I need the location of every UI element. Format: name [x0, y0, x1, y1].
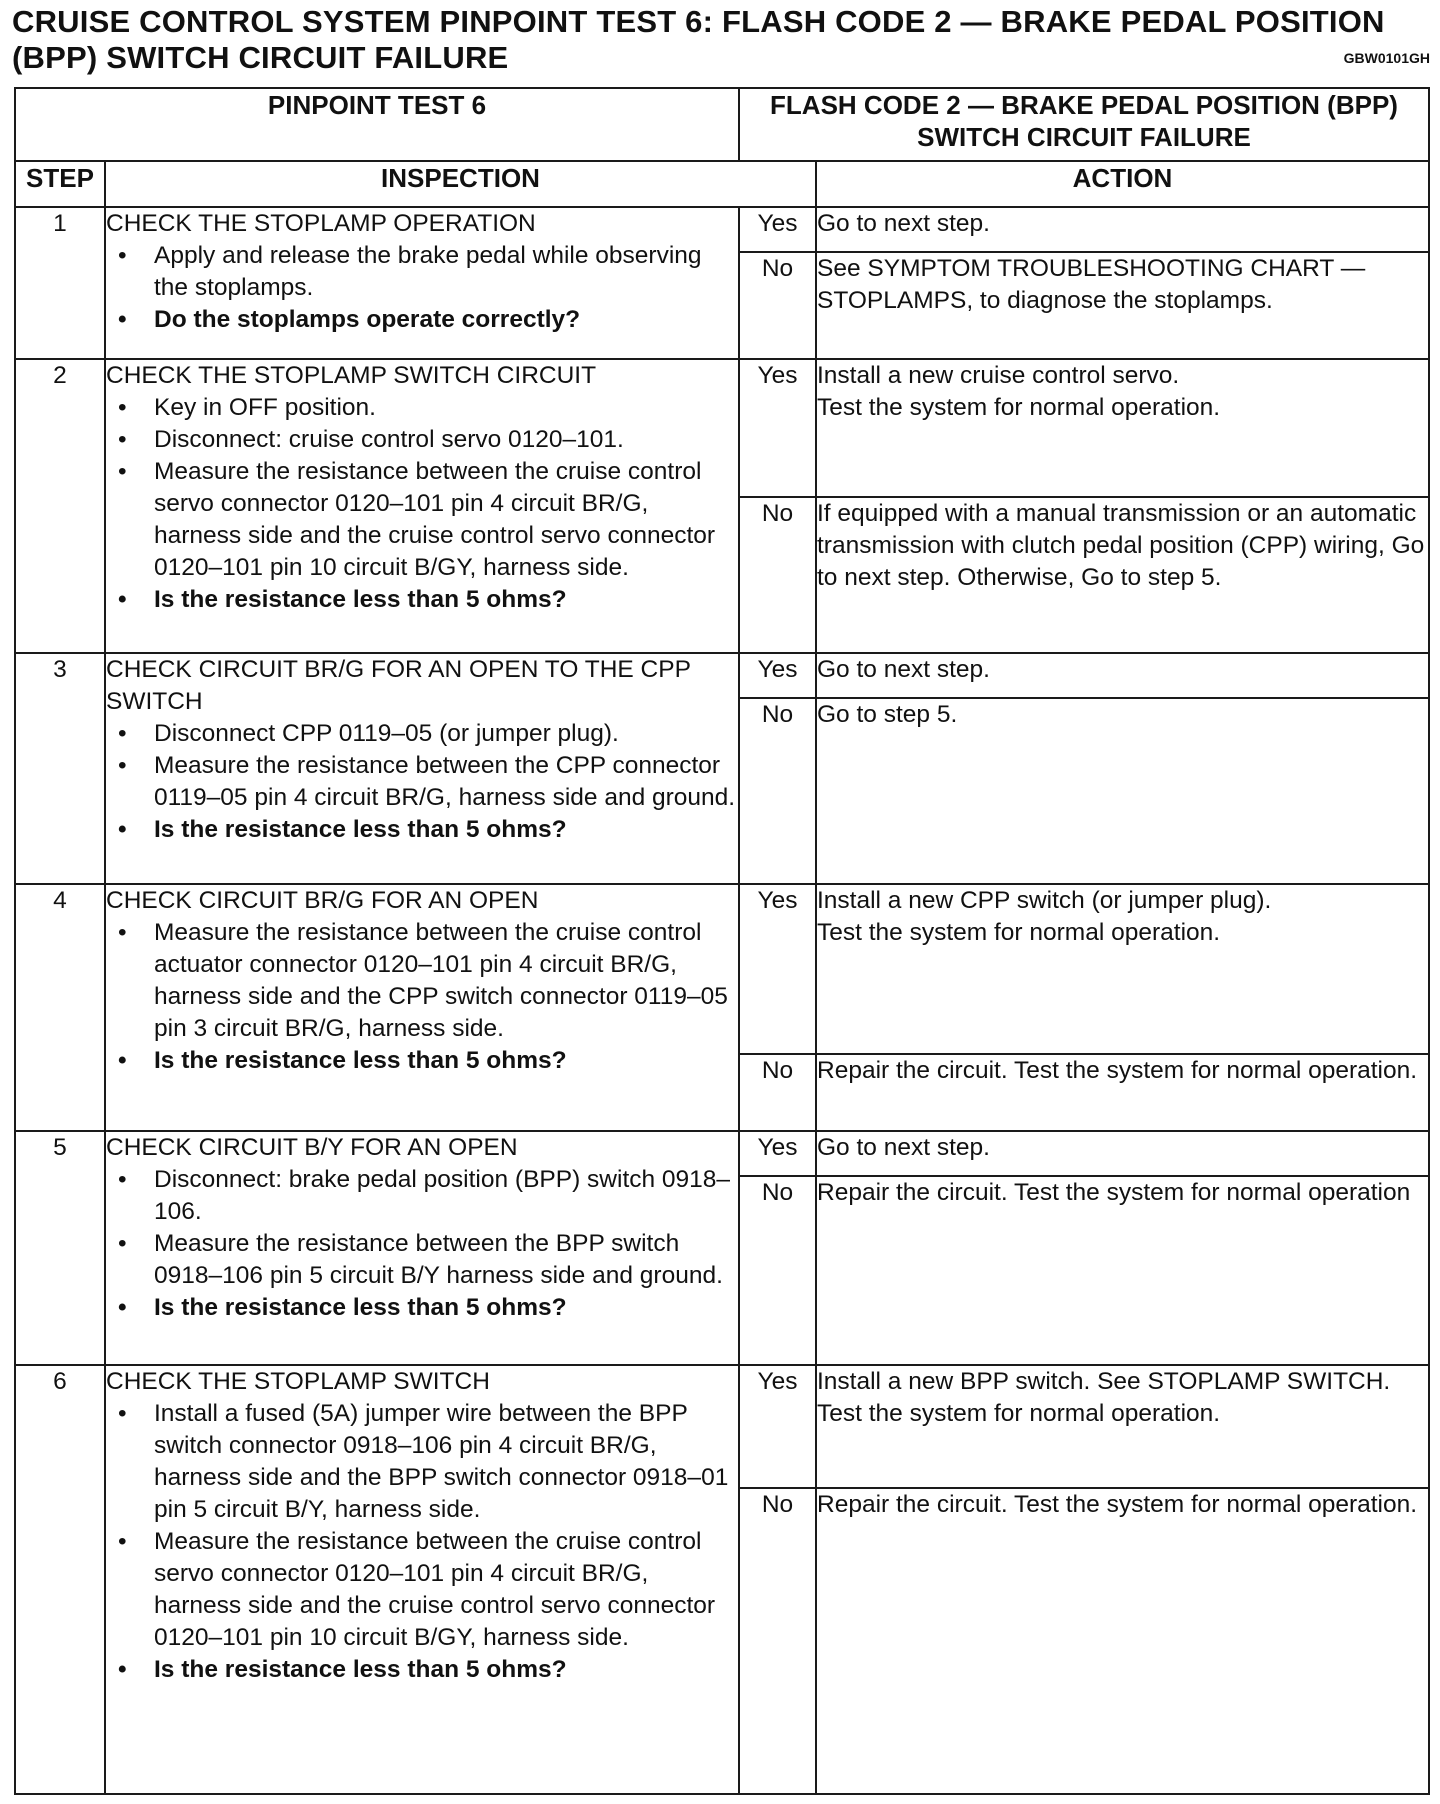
step-bullet: • Disconnect: cruise control servo 0120–101. [106, 424, 738, 456]
yes-label: Yes [739, 207, 816, 252]
yes-label: Yes [739, 359, 816, 498]
step-bullet-list [106, 718, 738, 846]
step-title: CHECK CIRCUIT BR/G FOR AN OPEN [106, 887, 539, 915]
yes-action [816, 653, 1429, 698]
step-inspection [105, 359, 739, 654]
column-header-action: ACTION [816, 161, 1429, 207]
step-title: CHECK THE STOPLAMP SWITCH [106, 1367, 490, 1395]
step-bullet: • Measure the resistance between the cruise control servo connector 0120–101 pin 4 circuit BR/G, harness side and the cruise control servo connector 0120–101 pin 10 circuit B/GY, harness side. [106, 456, 738, 584]
step-question: • Is the resistance less than 5 ohms? [106, 1292, 738, 1324]
step-title: CHECK THE STOPLAMP OPERATION [106, 209, 536, 237]
yes-action-text: Install a new CPP switch (or jumper plug). [817, 887, 1272, 915]
page-title-line-2: (BPP) SWITCH CIRCUIT FAILURE [12, 40, 509, 75]
step-title: CHECK THE STOPLAMP SWITCH CIRCUIT [106, 361, 597, 389]
step-inspection [105, 884, 739, 1130]
no-action [816, 1176, 1429, 1365]
page-title-line-1: CRUISE CONTROL SYSTEM PINPOINT TEST 6: FLASH CODE 2 — BRAKE PEDAL POSITION [12, 4, 1385, 39]
yes-action [816, 1365, 1429, 1488]
yes-action [816, 359, 1429, 498]
yes-action-text: Go to next step. [817, 209, 990, 237]
step-bullet: • Apply and release the brake pedal while observing the stoplamps. [106, 240, 738, 304]
step-inspection [105, 207, 739, 359]
step-bullet: • Measure the resistance between the BPP switch 0918–106 pin 5 circuit B/Y harness side and ground. [106, 1228, 738, 1292]
step-bullet: • Measure the resistance between the cruise control actuator connector 0120–101 pin 4 circuit BR/G, harness side and the CPP switch connector 0119–05 pin 3 circuit BR/G, harness side. [106, 917, 738, 1045]
step-row [15, 884, 1429, 1053]
step-title: CHECK CIRCUIT BR/G FOR AN OPEN TO THE CPP SWITCH [106, 656, 691, 716]
step-bullet-list [106, 392, 738, 616]
step-bullet-list [106, 917, 738, 1077]
yes-label: Yes [739, 1131, 816, 1176]
column-header-step: STEP [15, 161, 105, 207]
step-bullet: • Measure the resistance between the cruise control servo connector 0120–101 pin 4 circuit BR/G, harness side and the cruise control servo connector 0120–101 pin 10 circuit B/GY, harness side. [106, 1526, 738, 1654]
step-bullet: • Measure the resistance between the CPP connector 0119–05 pin 4 circuit BR/G, harness side and ground. [106, 750, 738, 814]
test-title: FLASH CODE 2 — BRAKE PEDAL POSITION (BPP) SWITCH CIRCUIT FAILURE [739, 88, 1429, 161]
no-action-text: Repair the circuit. Test the system for normal operation [817, 1178, 1411, 1206]
yes-action-text: Test the system for normal operation. [817, 393, 1221, 421]
yes-action-text: Install a new BPP switch. See STOPLAMP SWITCH. Test the system for normal operation. [817, 1367, 1391, 1427]
step-row [15, 207, 1429, 252]
no-action [816, 252, 1429, 359]
step-number: 5 [15, 1131, 105, 1365]
page-title [12, 4, 1432, 76]
yes-label: Yes [739, 884, 816, 1053]
column-header-inspection: INSPECTION [105, 161, 816, 207]
test-header-row [15, 88, 1429, 161]
step-number: 2 [15, 359, 105, 654]
step-bullet: • Disconnect CPP 0119–05 (or jumper plug). [106, 718, 738, 750]
step-bullet: • Disconnect: brake pedal position (BPP) switch 0918–106. [106, 1164, 738, 1228]
step-number: 6 [15, 1365, 105, 1794]
step-question: • Is the resistance less than 5 ohms? [106, 584, 738, 616]
no-action [816, 698, 1429, 884]
no-action-text: Go to step 5. [817, 701, 958, 729]
no-label: No [739, 698, 816, 884]
yes-action-text: Go to next step. [817, 656, 990, 684]
yes-action-text: Go to next step. [817, 1133, 990, 1161]
step-row [15, 359, 1429, 498]
pinpoint-test-table [14, 87, 1430, 1795]
yes-action [816, 207, 1429, 252]
step-number: 4 [15, 884, 105, 1130]
step-bullet: • Install a fused (5A) jumper wire between the BPP switch connector 0918–106 pin 4 circuit BR/G, harness side and the BPP switch connector 0918–01 pin 5 circuit B/Y, harness side. [106, 1398, 738, 1526]
test-label: PINPOINT TEST 6 [15, 88, 739, 161]
step-row [15, 653, 1429, 698]
yes-action-text: Install a new cruise control servo. [817, 361, 1180, 389]
yes-label: Yes [739, 653, 816, 698]
no-label: No [739, 1176, 816, 1365]
step-number: 1 [15, 207, 105, 359]
step-bullet-list [106, 1164, 738, 1324]
step-number: 3 [15, 653, 105, 884]
step-question: • Do the stoplamps operate correctly? [106, 304, 738, 336]
yes-label: Yes [739, 1365, 816, 1488]
step-inspection [105, 1131, 739, 1365]
yes-action [816, 884, 1429, 1053]
step-bullet: • Key in OFF position. [106, 392, 738, 424]
step-row [15, 1365, 1429, 1488]
step-inspection [105, 1365, 739, 1794]
no-label: No [739, 497, 816, 653]
no-action-text: Repair the circuit. Test the system for normal operation. [817, 1056, 1418, 1084]
step-question: • Is the resistance less than 5 ohms? [106, 814, 738, 846]
no-action-text: If equipped with a manual transmission or an automatic transmission with clutch pedal position (CPP) wiring, Go to next step. Otherwise, Go to step 5. [817, 500, 1425, 592]
no-action [816, 497, 1429, 653]
no-label: No [739, 252, 816, 359]
step-bullet-list [106, 1398, 738, 1686]
yes-action-text: Test the system for normal operation. [817, 919, 1221, 947]
step-row [15, 1131, 1429, 1176]
no-action [816, 1054, 1429, 1131]
no-action-text: See SYMPTOM TROUBLESHOOTING CHART — STOPLAMPS, to diagnose the stoplamps. [817, 254, 1366, 314]
step-question: • Is the resistance less than 5 ohms? [106, 1045, 738, 1077]
column-header-row [15, 161, 1429, 207]
step-inspection [105, 653, 739, 884]
document-code: GBW0101GH [1343, 50, 1430, 66]
yes-action [816, 1131, 1429, 1176]
no-label: No [739, 1054, 816, 1131]
step-bullet-list [106, 240, 738, 336]
no-label: No [739, 1488, 816, 1794]
no-action [816, 1488, 1429, 1794]
step-title: CHECK CIRCUIT B/Y FOR AN OPEN [106, 1133, 518, 1161]
step-question: • Is the resistance less than 5 ohms? [106, 1654, 738, 1686]
no-action-text: Repair the circuit. Test the system for normal operation. [817, 1491, 1418, 1519]
